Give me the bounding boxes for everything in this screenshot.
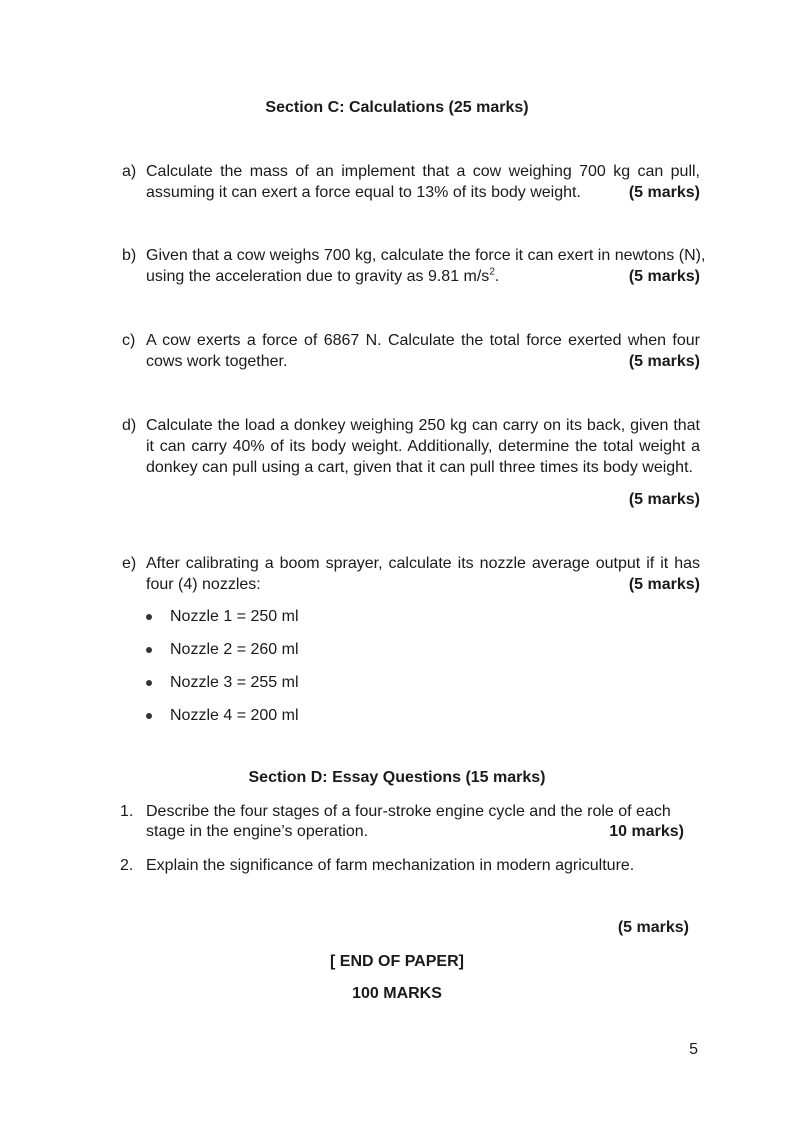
question-label: e) [122, 555, 137, 572]
question-label: b) [122, 247, 137, 264]
question-text: A cow exerts a force of 6867 N. Calculate the total force exerted when four [146, 332, 700, 349]
nozzle-item: Nozzle 4 = 200 ml [170, 707, 299, 724]
end-of-paper: [ END OF PAPER] [330, 953, 464, 970]
section-d-title: Section D: Essay Questions (15 marks) [248, 769, 546, 786]
question-text: Given that a cow weighs 700 kg, calculate the force it can exert in newtons (N), [146, 247, 706, 264]
bullet-icon [146, 647, 152, 653]
marks: (5 marks) [617, 919, 689, 936]
superscript: 2 [489, 266, 495, 278]
bullet-icon [146, 713, 152, 719]
marks: (5 marks) [628, 268, 700, 285]
bullet-icon [146, 614, 152, 620]
question-text: stage in the engine’s operation. [146, 823, 369, 840]
question-text: Calculate the mass of an implement that a cow weighing 700 kg can pull, [146, 163, 700, 180]
nozzle-item: Nozzle 1 = 250 ml [170, 608, 299, 625]
question-label: d) [122, 417, 137, 434]
nozzle-item: Nozzle 2 = 260 ml [170, 641, 299, 658]
text: using the acceleration due to gravity as 9.81 m/s [146, 268, 490, 285]
question-text: it can carry 40% of its body weight. Additionally, determine the total weight a [146, 438, 700, 455]
marks: (5 marks) [628, 184, 700, 201]
question-text: assuming it can exert a force equal to 13% of its body weight. [146, 184, 581, 201]
question-text: Describe the four stages of a four-stroke engine cycle and the role of each [146, 803, 671, 820]
section-c-title: Section C: Calculations (25 marks) [265, 99, 529, 116]
question-text: Explain the significance of farm mechanization in modern agriculture. [146, 857, 635, 874]
nozzle-item: Nozzle 3 = 255 ml [170, 674, 299, 691]
marks: (5 marks) [628, 576, 700, 593]
question-text: cows work together. [146, 353, 288, 370]
question-label: 2. [120, 857, 134, 874]
marks: 10 marks) [609, 823, 684, 840]
question-text [146, 267, 700, 287]
question-text: Calculate the load a donkey weighing 250 kg can carry on its back, given that [146, 417, 700, 434]
marks: (5 marks) [628, 353, 700, 370]
question-label: a) [122, 163, 137, 180]
question-label: c) [122, 332, 136, 349]
question-text: four (4) nozzles: [146, 576, 261, 593]
text: . [494, 268, 500, 285]
question-text: donkey can pull using a cart, given that it can pull three times its body weight. [146, 459, 693, 476]
page-number: 5 [689, 1041, 698, 1058]
marks: (5 marks) [628, 491, 700, 508]
question-label: 1. [120, 803, 134, 820]
question-text: After calibrating a boom sprayer, calculate its nozzle average output if it has [146, 555, 700, 572]
total-marks: 100 MARKS [352, 985, 442, 1002]
bullet-icon [146, 680, 152, 686]
